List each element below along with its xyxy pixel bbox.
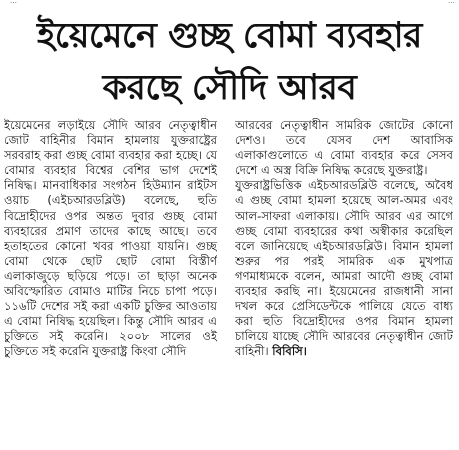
article-left-text: ইয়েমেনের লড়াইয়ে সৌদি আরব নেতৃত্বাধীন জোট বাহিনীর বিমান হামলায় যুক্তরাষ্ট্রের সরবরাহ করা গুচ্ছ বোমা ব্যবহার করা হচ্ছে। যে বোমার ব্যবহার বিশ্বের বেশির ভাগ দেশেই নিষিদ্ধ। মানবাধিকার সংগঠন হিউম্যান রাইটস ওয়াচ (এইচআরডব্লিউ) বলেছে, হুতি বিদ্রোহীদের ওপর অন্তত দুবার গুচ্ছ বোমা ব্যবহারের প্রমাণ তাদের কাছে আছে। তবে হতাহতের কোনো খবর পাওয়া যায়নি। গুচ্ছ বোমা থেকে ছোট ছোট বোমা বিস্তীর্ণ এলাকাজুড়ে ছড়িয়ে পড়ে। তা ছাড়া অনেক অবিস্ফোরিত বোমাও মাটির নিচে চাপা পড়ে। ১১৬টি দেশের সই করা একটি চুক্তির আওতায় এ বোমা নিষিদ্ধ হয়েছিল। কিন্তু সৌদি আরব এ চুক্তিতে সই করেনি। ২০০৮ সালের ওই চুক্তিতে সই করেনি যুক্তরাষ্ট্র কিংবা সৌদি [4,118,217,359]
article-right-paragraph-2-text: যুক্তরাষ্ট্রভিত্তিক এইচআরডব্লিউ বলেছে, অবৈধ এ গুচ্ছ বোমা হামলা হয়েছে আল-অমর এবং আল-সাফরা এলাকায়। সৌদি আরব এর আগে গুচ্ছ বোমা ব্যবহারের কথা অস্বীকার করেছিল বলে জানিয়েছে এইচআরডব্লিউ। বিমান হামলা শুরুর পর পরই সামরিক এক মুখপাত্র গণমাধ্যমকে বলেন, আমরা আদৌ গুচ্ছ বোমা ব্যবহার করছি না। ইয়েমেনের রাজধানী সানা দখল করে প্রেসিডেন্টকে পালিয়ে যেতে বাধ্য করা হুতি বিদ্রোহীদের ওপর বিমান হামলা চালিয়ে যাচ্ছে সৌদি আরবের নেতৃত্বাধীন জোট বাহিনী। [235,178,453,359]
article-right-paragraph-1: আরবের নেতৃত্বাধীন সামরিক জোটের কোনো দেশও। তবে যেসব দেশ আবাসিক এলাকাগুলোতে এ বোমা ব্যবহার করে সেসব দেশে এ অস্ত্র বিক্রি নিষিদ্ধ করেছে যুক্তরাষ্ট্র। [235,118,453,178]
article-source: বিবিসি। [272,344,307,359]
article-right-paragraph-2 [235,178,453,359]
top-cut-strip [0,0,459,9]
top-strip-right-text: … [448,0,455,5]
article-left-column [4,118,217,448]
headline [0,10,459,114]
top-strip-left-text: … [10,0,17,5]
headline-line-1: ইয়েমেনে গুচ্ছ বোমা ব্যবহার [37,16,422,56]
article-right-column [235,118,453,448]
headline-line-2: করছে সৌদি আরব [102,68,357,108]
